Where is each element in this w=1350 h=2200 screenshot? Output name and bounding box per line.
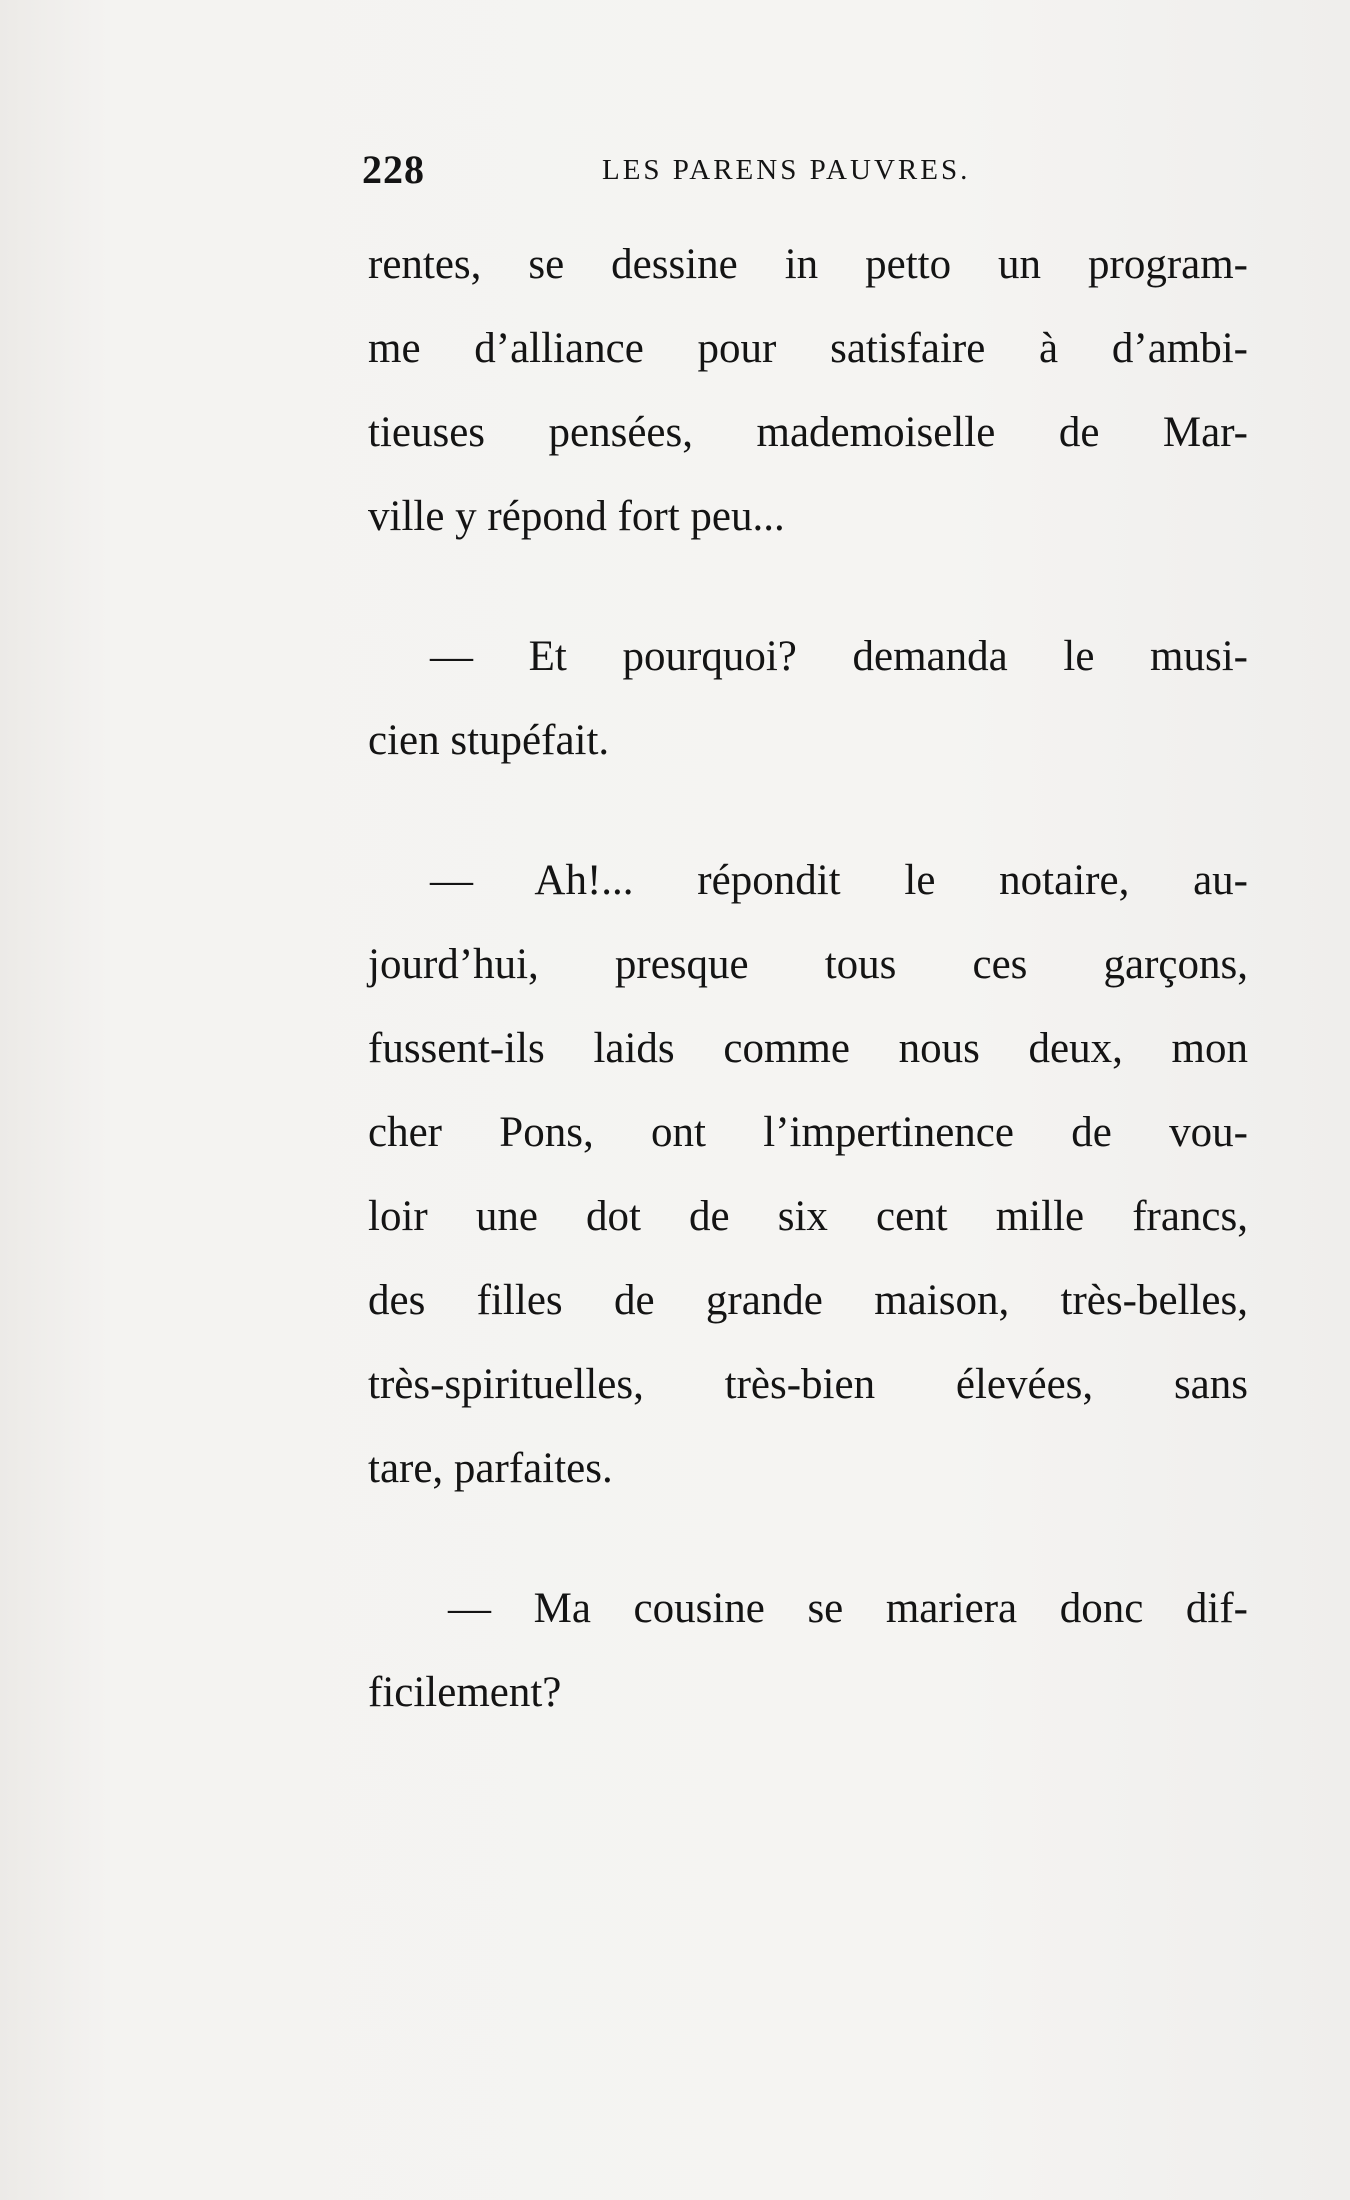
text-line: cher Pons, ont l’impertinence de vou- <box>368 1109 1248 1156</box>
text-line: des filles de grande maison, très-belles, <box>368 1277 1248 1324</box>
text-line: jourd’hui, presque tous ces garçons, <box>368 941 1248 988</box>
text-line: rentes, se dessine in petto un program- <box>368 241 1248 288</box>
text-line: fussent-ils laids comme nous deux, mon <box>368 1025 1248 1072</box>
text-line: tare, parfaites. <box>368 1445 613 1492</box>
text-line: — Ah!... répondit le notaire, au- <box>430 857 1248 904</box>
text-line: ficilement? <box>368 1669 562 1716</box>
text-line: cien stupéfait. <box>368 717 610 764</box>
page-header <box>362 146 1022 196</box>
running-title: LES PARENS PAUVRES. <box>602 154 971 186</box>
text-line: ville y répond fort peu... <box>368 493 785 540</box>
text-line: tieuses pensées, mademoiselle de Mar- <box>368 409 1248 456</box>
text-line: me d’alliance pour satisfaire à d’ambi- <box>368 325 1248 372</box>
text-line: loir une dot de six cent mille francs, <box>368 1193 1248 1240</box>
text-line: très-spirituelles, très-bien élevées, sans <box>368 1361 1248 1408</box>
text-line: — Ma cousine se mariera donc dif- <box>448 1585 1248 1632</box>
text-line: — Et pourquoi? demanda le musi- <box>430 633 1248 680</box>
page-number: 228 <box>362 147 425 192</box>
